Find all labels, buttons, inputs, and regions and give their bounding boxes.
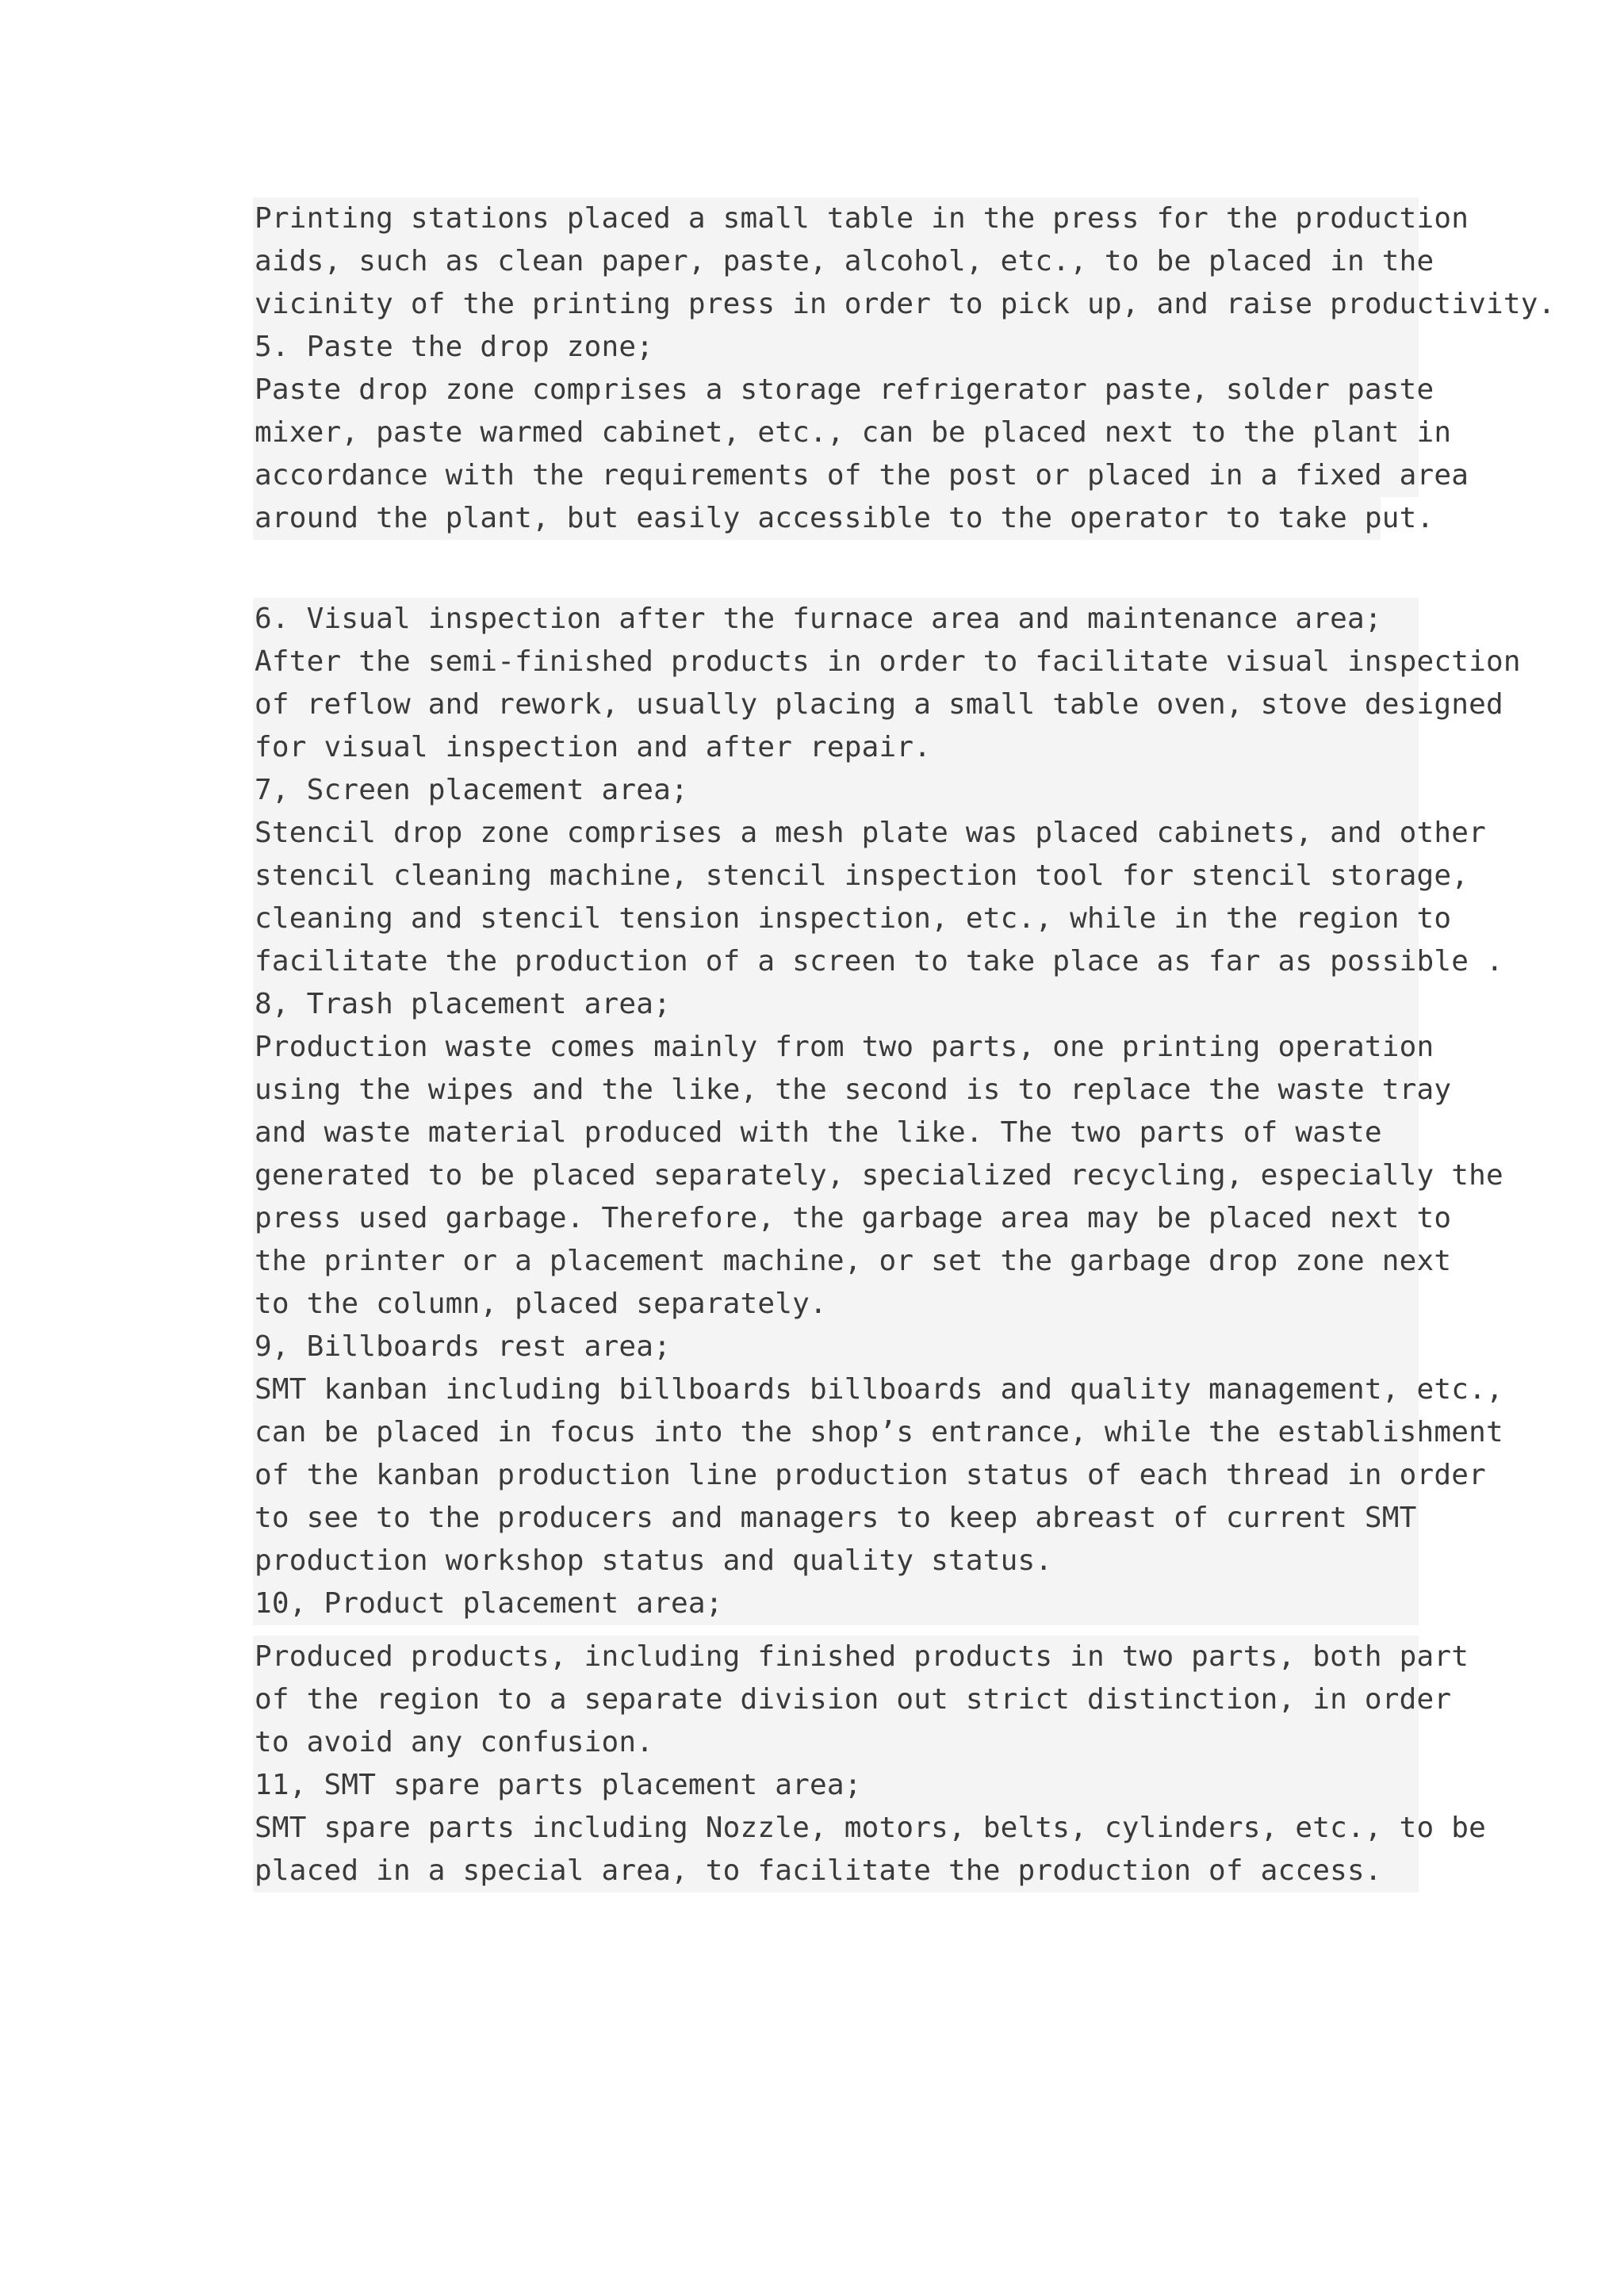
text-line: Produced products, including finished products in two parts, both part [253,1636,1419,1678]
text-line: of reflow and rework, usually placing a small table oven, stove designed [253,683,1419,726]
text-line: to the column, placed separately. [253,1283,1419,1326]
text-line: Production waste comes mainly from two parts, one printing operation [253,1026,1419,1069]
text-line: Printing stations placed a small table in the press for the production [253,197,1419,240]
text-line: generated to be placed separately, specialized recycling, especially the [253,1154,1419,1197]
text-block-printing-and-paste [253,197,1556,540]
text-line: stencil cleaning machine, stencil inspection tool for stencil storage, [253,855,1419,897]
text-line: Stencil drop zone comprises a mesh plate was placed cabinets, and other [253,812,1419,855]
text-line: production workshop status and quality status. [253,1540,1419,1582]
section-heading-7: 7, Screen placement area; [253,769,1419,812]
text-line: After the semi-finished products in order to facilitate visual inspection [253,641,1419,683]
text-line: SMT kanban including billboards billboards and quality management, etc., [253,1368,1419,1411]
text-block-sections-6-to-10 [253,598,1521,1625]
section-heading-11: 11, SMT spare parts placement area; [253,1764,1419,1807]
section-heading-10: 10, Product placement area; [253,1582,1419,1625]
text-line: vicinity of the printing press in order to pick up, and raise productivity. [253,283,1419,326]
text-line: Paste drop zone comprises a storage refrigerator paste, solder paste [253,369,1419,411]
section-heading-6: 6. Visual inspection after the furnace area and maintenance area; [253,598,1419,641]
text-line: to avoid any confusion. [253,1721,1419,1764]
text-line: for visual inspection and after repair. [253,726,1419,769]
text-line: aids, such as clean paper, paste, alcohol, etc., to be placed in the [253,240,1419,283]
text-line: facilitate the production of a screen to take place as far as possible . [253,940,1419,983]
text-block-sections-10-to-11 [253,1636,1487,1892]
text-line: of the region to a separate division out strict distinction, in order [253,1678,1419,1721]
section-heading-8: 8, Trash placement area; [253,983,1419,1026]
text-line: of the kanban production line production status of each thread in order [253,1454,1419,1497]
text-line: using the wipes and the like, the second is to replace the waste tray [253,1069,1419,1112]
text-line: mixer, paste warmed cabinet, etc., can be placed next to the plant in [253,411,1419,454]
section-heading-5: 5. Paste the drop zone; [253,326,1419,369]
text-line: placed in a special area, to facilitate the production of access. [253,1850,1419,1892]
text-line: accordance with the requirements of the post or placed in a fixed area [253,454,1419,497]
text-line: cleaning and stencil tension inspection, etc., while in the region to [253,897,1419,940]
text-line: SMT spare parts including Nozzle, motors, belts, cylinders, etc., to be [253,1807,1419,1850]
section-heading-9: 9, Billboards rest area; [253,1326,1419,1368]
text-line: and waste material produced with the like. The two parts of waste [253,1112,1419,1154]
text-line: can be placed in focus into the shop’s entrance, while the establishment [253,1411,1419,1454]
text-line: around the plant, but easily accessible to the operator to take put. [253,497,1381,540]
text-line: the printer or a placement machine, or set the garbage drop zone next [253,1240,1419,1283]
text-line: press used garbage. Therefore, the garbage area may be placed next to [253,1197,1419,1240]
text-line: to see to the producers and managers to keep abreast of current SMT [253,1497,1419,1540]
